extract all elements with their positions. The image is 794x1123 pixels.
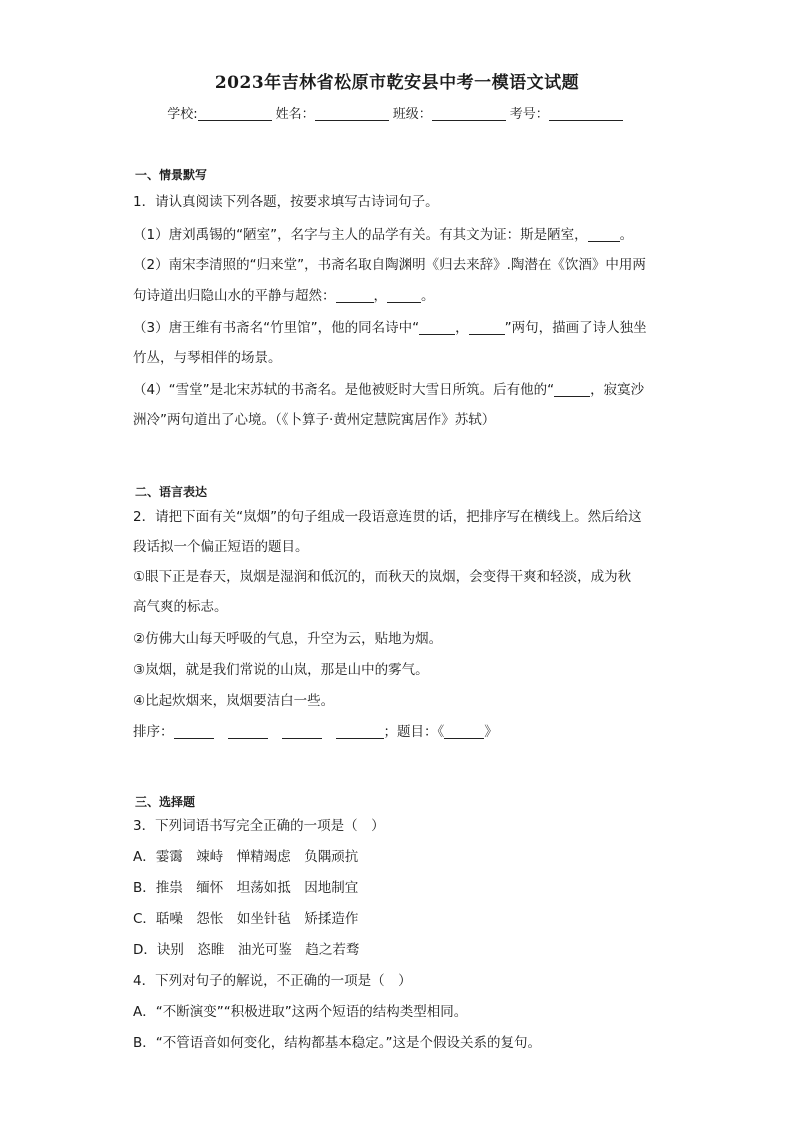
q1-part2-comma: ， <box>373 288 387 304</box>
sentence-3: ③岚烟，就是我们常说的山岚，那是山中的雾气。 <box>133 662 429 678</box>
sentence-4: ④比起炊烟来，岚烟要洁白一些。 <box>133 693 335 709</box>
title-end: 》 <box>484 724 498 740</box>
answer-blank <box>554 382 590 397</box>
q1-part3-comma: ， <box>455 320 469 336</box>
question-2-line1: 2．请把下面有关“岚烟”的句子组成一段语意连贯的话，把排序写在横线上。然后给这 <box>133 509 642 525</box>
q1-part2-line1: （2）南宋李清照的“归来堂”，书斋名取自陶渊明《归去来辞》.陶潜在《饮酒》中用两 <box>133 257 646 273</box>
school-label: 学校: <box>167 107 198 122</box>
question-4-stem: 4．下列对句子的解说，不正确的一项是（ ） <box>133 973 412 989</box>
sentence-2: ②仿佛大山每天呼吸的气息，升空为云，贴地为烟。 <box>133 631 443 647</box>
q1-part2-line2 <box>133 287 435 305</box>
class-label: 班级： <box>392 107 432 122</box>
class-blank <box>432 106 506 121</box>
order-label: 排序： <box>133 724 174 740</box>
q1-part4-line1 <box>133 381 644 399</box>
answer-blank <box>336 288 374 303</box>
q1-part2-end: 。 <box>421 288 435 304</box>
order-answer-line <box>133 723 498 741</box>
page-title: 2023年吉林省松原市乾安县中考一模语文试题 <box>214 73 580 93</box>
answer-blank <box>336 724 384 739</box>
q1-part3-line2: 竹丛，与琴相伴的场景。 <box>133 350 282 366</box>
answer-blank <box>174 724 214 739</box>
id-blank <box>549 106 623 121</box>
q1-part1-text: （1）唐刘禹锡的“陋室”，名字与主人的品学有关。有其文为证：斯是陋室， <box>133 227 588 243</box>
q3-option-c: C．聒噪 怨怅 如坐针毡 矫揉造作 <box>133 911 359 927</box>
q3-option-a: A．霎霭 竦峙 惮精竭虑 负隅顽抗 <box>133 849 359 865</box>
id-label: 考号： <box>509 107 549 122</box>
section-heading-1: 一、情景默写 <box>135 168 208 182</box>
q1-part3-end: ”两句，描画了诗人独坐 <box>504 320 647 336</box>
section-heading-2: 二、语言表达 <box>135 485 208 499</box>
q4-option-a: A．“不断演变”“积极进取”这两个短语的结构类型相同。 <box>133 1004 468 1020</box>
name-blank <box>315 106 389 121</box>
q1-part3-text: （3）唐王维有书斋名“竹里馆”，他的同名诗中“ <box>133 320 420 336</box>
answer-blank <box>228 724 268 739</box>
question-1-stem: 1．请认真阅读下列各题，按要求填写古诗词句子。 <box>133 194 439 210</box>
q1-part1 <box>133 226 633 244</box>
q4-option-b: B．“不管语音如何变化，结构都基本稳定。”这是个假设关系的复句。 <box>133 1035 541 1051</box>
name-label: 姓名： <box>275 107 315 122</box>
sentence-1-line2: 高气爽的标志。 <box>133 599 228 615</box>
q1-part4-text: （4）“雪堂”是北宋苏轼的书斋名。是他被贬时大雪日所筑。后有他的“ <box>133 382 555 398</box>
school-blank <box>198 106 272 121</box>
answer-blank <box>444 724 484 739</box>
answer-blank <box>282 724 322 739</box>
q1-part4-line2: 洲冷”两句道出了心境。（《卜算子·黄州定慧院寓居作》苏轼） <box>133 412 496 428</box>
q3-option-b: B．推祟 缅怀 坦荡如抵 因地制宜 <box>133 880 359 896</box>
answer-blank <box>387 288 421 303</box>
answer-blank <box>419 320 455 335</box>
question-3-stem: 3．下列词语书写完全正确的一项是（ ） <box>133 818 385 834</box>
q1-part2-text: 句诗道出归隐山水的平静与超然： <box>133 288 336 304</box>
section-heading-3: 三、选择题 <box>135 795 196 809</box>
answer-blank <box>588 227 620 242</box>
answer-blank <box>469 320 505 335</box>
q1-part1-end: 。 <box>619 227 634 243</box>
student-info-row <box>0 103 794 122</box>
title-label: ；题目：《 <box>383 724 445 740</box>
question-2-line2: 段话拟一个偏正短语的题目。 <box>133 539 309 555</box>
q1-part3-line1 <box>133 319 647 337</box>
q1-part4-end: ，寂寞沙 <box>590 382 645 398</box>
sentence-1-line1: ①眼下正是春天，岚烟是湿润和低沉的，而秋天的岚烟，会变得干爽和轻淡，成为秋 <box>133 569 632 585</box>
q3-option-d: D．诀别 恣睢 油光可鉴 趋之若骛 <box>133 942 360 958</box>
